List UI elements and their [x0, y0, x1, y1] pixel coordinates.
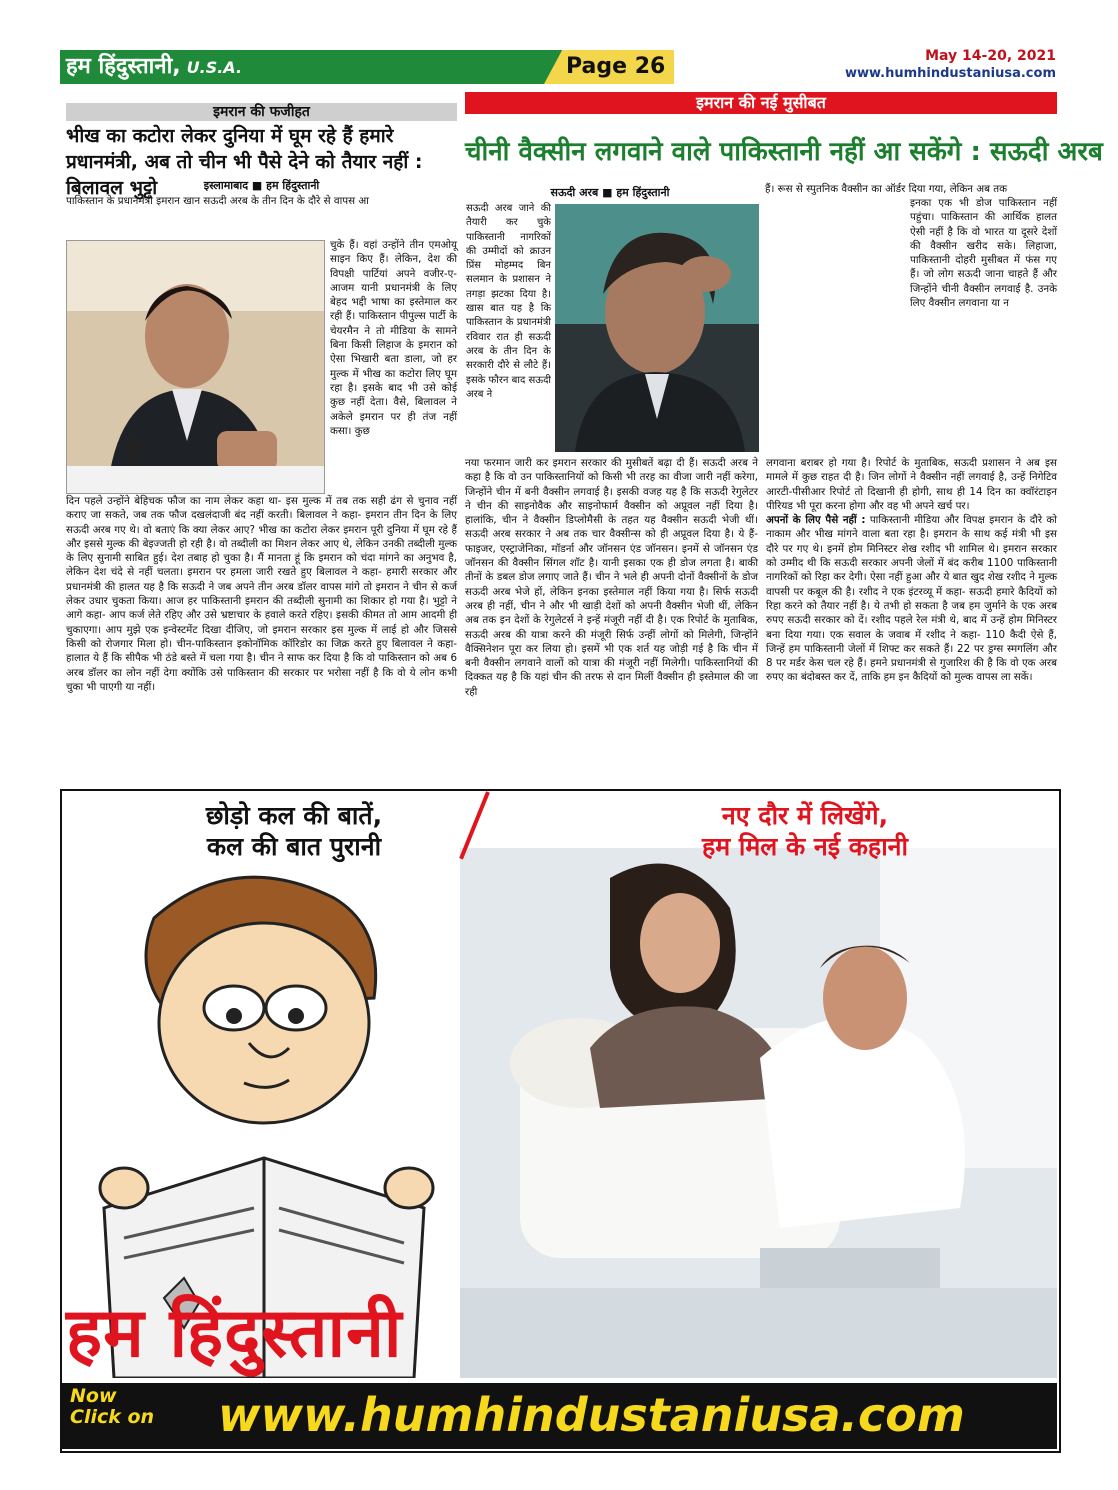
left-story-body: दिन पहले उन्होंने बेहिचक फौज का नाम लेकर कहा था- इस मुल्क में तब तक सही ढंग से चुनाव नहीं कराए जा सकते, जब तक फौज दखलंदाजी बंद नहीं करती। बिलावल ने कहा- इमरान तीन दिन के लिए सऊदी अरब गए थे। वो बताएं कि क्या लेकर आए? भीख का कटोरा लेकर इमरान पूरी दुनिया में घूम रहे हैं और इससे मुल्क की बेइज्जती हो रही है। वो तब्दीली का मिशन लेकर आए थे, लेकिन उनकी तब्दीली मुल्क के लिए सुनामी साबित हुई। देश तबाह हो चुका है। मैं मानता हूं कि इमरान को चंदा मांगने का अनुभव है, लेकिन देश चंदे से नहीं चलता। इमरान पर हमला जारी रखते हुए बिलावल ने कहा- हमारी सरकार और प्रधानमंत्री की हालत यह है कि सऊदी ने जब अपने तीन अरब डॉलर वापस मांगे तो इमरान ने चीन से कर्ज लेकर उधार चुकता किया। आज हर पाकिस्तानी इमरान की तब्दीली सुनामी का शिकार हो गया है। भुट्टो ने आगे कहा- आप कर्ज लेते रहिए और उसे भ्रष्टाचार के हवाले करते रहिए। इसकी कीमत तो आम आदमी ही चुकाएगा। आप मुझे एक इन्वेस्टमेंट दिखा दीजिए, जो इमरान सरकार इस मुल्क में लाई हो और जिससे किसी को रोजगार मिला हो। चीन-पाकिस्तान इकोनॉमिक कॉरिडोर का जिक्र करते हुए बिलावल ने कहा- हालात ये हैं कि सीपैक भी ठंडे बस्ते में चला गया है। चीन ने साफ कर दिया है कि वो पाकिस्तान को अब 6 अरब डॉलर का लोन नहीं देगा क्योंकि उसे पाकिस्तान की सरकार पर भरोसा नहीं है कि वो ये लोन कभी चुका भी पाएगी या नहीं। — [66, 495, 457, 693]
ad-now-label — [70, 1386, 154, 1428]
right-story-body-right — [766, 456, 1057, 685]
masthead-suffix: U.S.A. — [186, 58, 243, 77]
ad-right-slogan — [580, 800, 1030, 862]
right-story-body-right-para-1: लगवाना बराबर हो गया है। रिपोर्ट के मुताबिक, सऊदी प्रशासन ने अब इस मामले में कुछ राहत दी है। जिन लोगों ने वैक्सीन नहीं लगवाई है, उन्हें निगेटिव आरटी-पीसीआर रिपोर्ट तो दिखानी ही होगी, साथ ही 14 दिन का क्वॉरंटाइन पीरियड भी पूरा करना होगा और वह भी अपने खर्च पर। — [766, 457, 1057, 512]
imran-photo-illustration — [555, 204, 759, 452]
right-story-subhead-text: पाकिस्तानी मीडिया और विपक्ष इमरान के दौरे को नाकाम और भीख मांगने वाला बता रहा है। इमरान के साथ कई मंत्री भी इस दौरे पर गए थे। इनमें होम मिनिस्टर शेख रशीद भी शामिल थे। इमरान सरकार को उम्मीद थी कि सऊदी सरकार अपनी जेलों में बंद करीब 1100 पाकिस्तानी नागरिकों को रिहा कर देगी। ऐसा नहीं हुआ और ये बात खुद शेख रशीद ने मुल्क वापसी पर कबूल की है। रशीद ने एक इंटरव्यू में कहा- सऊदी हमारे कैदियों को रिहा करने को तैयार नहीं है। ये तभी हो सकता है जब हम जुर्माने के एक अरब रुपए सऊदी सरकार को दें। रशीद पहले रेल मंत्री थे, बाद में उन्हें होम मिनिस्टर बना दिया गया। एक सवाल के जवाब में रशीद ने कहा- 110 कैदी ऐसे हैं, जिन्हें हम पाकिस्तानी जेलों में शिफ्ट कर सकते हैं। 22 पर ड्रग्स स्मगलिंग और 8 पर मर्डर केस चल रहे हैं। हमने प्रधानमंत्री से गुजारिश की है कि वो एक अरब रुपए का बंदोबस्त कर दें, ताकि हम इन कैदियों को मुल्क वापस ला सकें। — [766, 514, 1057, 684]
left-story-headline: भीख का कटोरा लेकर दुनिया में घूम रहे हैं हमारे प्रधानमंत्री, अब तो चीन भी पैसे देने को तैयार नहीं : बिलावल भुट्टो — [66, 125, 423, 199]
ad-website-link[interactable]: www.humhindustaniusa.com — [218, 1388, 965, 1442]
ad-right-slogan-line-2: हम मिल के नई कहानी — [701, 832, 909, 861]
page-label: Page 26 — [566, 54, 666, 79]
right-story-body-right-para-2 — [766, 513, 1057, 685]
ad-now-line-2: Click on — [70, 1406, 155, 1428]
header-website-link[interactable]: www.humhindustaniusa.com — [844, 66, 1056, 81]
masthead-text: हम हिंदुस्तानी, — [66, 54, 181, 79]
right-story-kicker: इमरान की नई मुसीबत — [465, 92, 1057, 114]
right-story-subhead: अपनों के लिए पैसे नहीं : — [766, 514, 866, 527]
issue-date: May 14-20, 2021 — [925, 48, 1056, 64]
right-story-body-left: नया फरमान जारी कर इमरान सरकार की मुसीबतें बढ़ा दी हैं। सऊदी अरब ने कहा है कि वो उन पाकिस्तानियों को किसी भी तरह का वीजा जारी नहीं करेगा, जिन्होंने चीन में बनी वैक्सीन लगवाई है। इसकी वजह यह है कि सऊदी रेगुलेटर ने चीन की साइनोवैक और साइनोफार्म वैक्सीन को अप्रूवल नहीं दिया है। हालांकि, चीन ने वैक्सीन डिप्लोमैसी के तहत यह वैक्सीन सऊदी भेजी थीं। सऊदी अरब सरकार ने अब तक चार वैक्सीन्स को ही अप्रूवल दिया है। ये हैं- फाइजर, एस्ट्राजेनिका, मॉडर्ना और जॉनसन एंड जॉनसन। इनमें से जॉनसन एंड जॉनसन की वैक्सीन सिंगल शॉट है। यानी इसका एक ही डोज लगता है। बाकी तीनों के डबल डोज लगाए जाते हैं। चीन ने भले ही अपनी दोनों वैक्सीनों के डोज सऊदी अरब भेजे हों, लेकिन इनका इस्तेमाल नहीं किया गया है। सिर्फ सऊदी अरब ही नहीं, चीन ने और भी खाड़ी देशों को अपनी वैक्सीन भेजी थीं, लेकिन अब तक इन देशों के रेगुलेटर्स ने इन्हें मंजूरी नहीं दी है। एक रिपोर्ट के मुताबिक, सऊदी अरब की यात्रा करने की मंजूरी सिर्फ उन्हीं लोगों को मिलेगी, जिन्होंने वैक्सिनेशन पूरा कर लिया हो। इसमें भी एक शर्त यह जोड़ी गई है कि चीन में बनी वैक्सीन लगवाने वालों को यात्रा की मंजूरी नहीं मिलेगी। पाकिस्तानियों की दिक्कत यह है कि यहां चीन की तरफ से दान मिलीं वैक्सीन ही इस्तेमाल की जा रही — [465, 457, 758, 698]
left-story-intro: पाकिस्तान के प्रधानमंत्री इमरान खान सऊदी अरब के तीन दिन के दौरे से वापस आ — [66, 195, 369, 207]
ad-left-slogan-line-1: छोड़ो कल की बातें, — [205, 801, 383, 830]
ad-left-slogan — [104, 800, 484, 862]
right-story-column-3-top: हैं। रूस से स्पुतनिक वैक्सीन का ऑर्डर दिया गया, लेकिन अब तक — [765, 183, 1008, 195]
ad-brand-name: हम हिंदुस्तानी — [66, 1294, 403, 1373]
right-story-headline: चीनी वैक्सीन लगवाने वाले पाकिस्तानी नहीं आ सकेंगे : सऊदी अरब — [465, 137, 1103, 167]
bilawal-bhutto-photo — [66, 240, 325, 494]
right-story-column-1: सऊदी अरब जाने की तैयारी कर चुके पाकिस्तानी नागरिकों की उम्मीदों को क्राउन प्रिंस मोहम्मद बिन सलमान के प्रशासन ने तगड़ा झटका दिया है। खास बात यह है कि पाकिस्तान के प्रधानमंत्री रविवार रात ही सऊदी अरब के तीन दिन के सरकारी दौरे से लौटे हैं। इसके फौरन बाद सऊदी अरब ने — [466, 203, 551, 400]
bilawal-photo-illustration — [67, 241, 324, 493]
ad-right-slogan-line-1: नए दौर में लिखेंगे, — [721, 801, 889, 830]
right-story-column-3: इनका एक भी डोज पाकिस्तान नहीं पहुंचा। पाकिस्तान की आर्थिक हालत ऐसी नहीं है कि वो भारत या दूसरे देशों की वैक्सीन खरीद सके। लिहाजा, पाकिस्तानी दोहरी मुसीबत में फंस गए हैं। जो लोग सऊदी जाना चाहते हैं और जिन्होंने चीनी वैक्सीन लगवाई है. उनके लिए वैक्सीन लगवाना या न — [910, 197, 1057, 310]
left-story-column-right: चुके हैं। वहां उन्होंने तीन एमओयू साइन किए हैं। लेकिन, देश की विपक्षी पार्टियां अपने वजीर-ए-आजम यानी प्रधानमंत्री के लिए बेहद भद्दी भाषा का इस्तेमाल कर रही हैं। पाकिस्तान पीपुल्स पार्टी के चेयरमैन ने तो मीडिया के सामने बिना किसी लिहाज के इमरान को ऐसा भिखारी बता डाला, जो हर मुल्क में भीख का कटोरा लिए घूम रहा है। इसके बाद भी उसे कोई कुछ नहीं देता। वैसे, बिलावल ने अकेले इमरान पर ही तंज नहीं कसा। कुछ — [330, 239, 457, 437]
imran-khan-photo — [555, 204, 759, 452]
ad-left-slogan-line-2: कल की बात पुरानी — [206, 832, 382, 861]
masthead-title — [66, 52, 242, 83]
ad-now-line-1: Now — [70, 1385, 117, 1407]
left-story-dateline: इस्लामाबाद ■ हम हिंदुस्तानी — [203, 179, 320, 192]
left-story-kicker: इमरान की फजीहत — [66, 103, 457, 121]
right-story-dateline: सऊदी अरब ■ हम हिंदुस्तानी — [550, 186, 670, 199]
